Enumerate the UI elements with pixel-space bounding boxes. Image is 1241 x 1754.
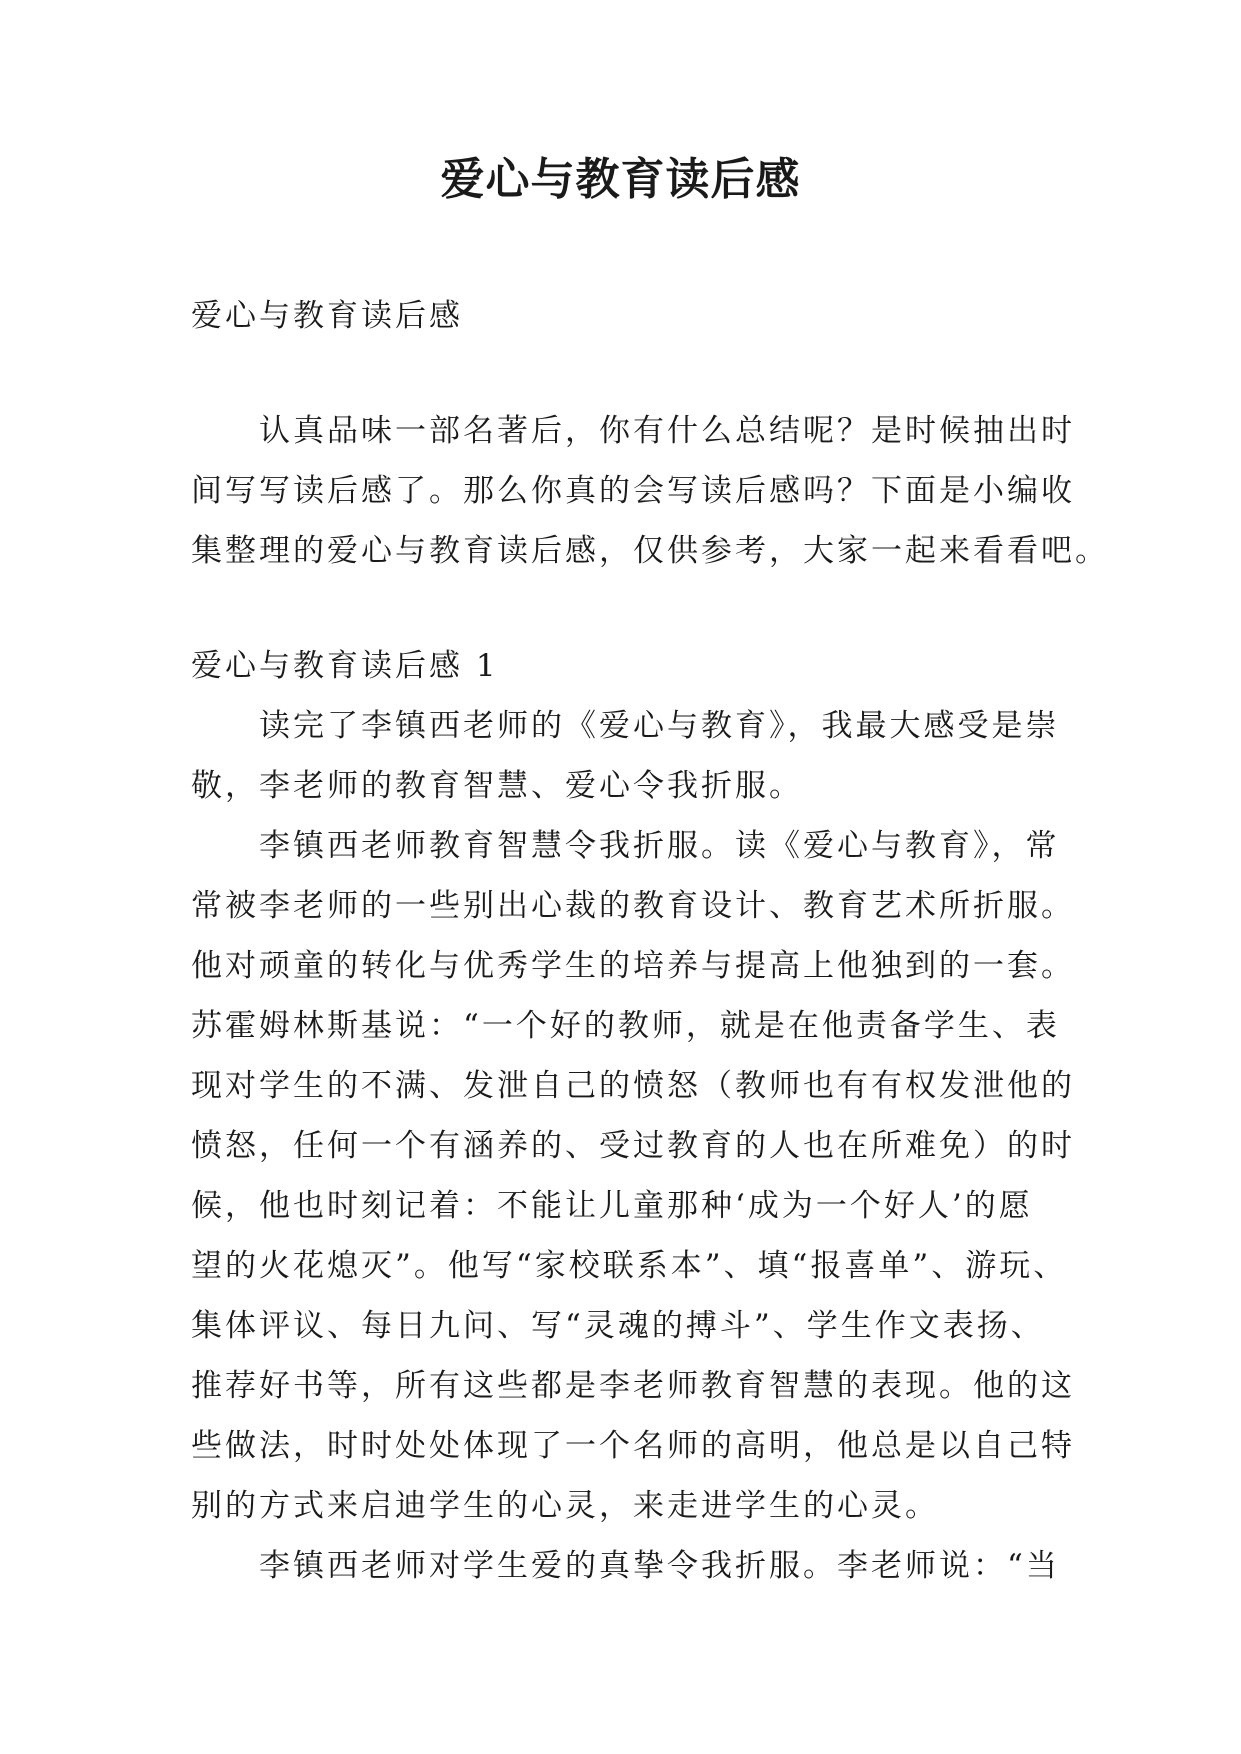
intro-paragraph	[191, 401, 1109, 581]
body-line: 候，他也时刻记着：不能让儿童那种‘成为一个好人’的愿	[191, 1188, 1033, 1224]
body-line: 些做法，时时处处体现了一个名师的高明，他总是以自己特	[191, 1428, 1075, 1464]
body-line: 读完了李镇西老师的《爱心与教育》，我最大感受是崇	[259, 708, 1060, 744]
section-heading: 爱心与教育读后感 1	[191, 648, 499, 684]
intro-line: 认真品味一部名著后，你有什么总结呢？是时候抽出时	[259, 413, 1075, 449]
body-line: 李镇西老师对学生爱的真挚令我折服。李老师说：“当	[259, 1548, 1060, 1584]
intro-line: 集整理的爱心与教育读后感，仅供参考，大家一起来看看吧。	[191, 533, 1109, 569]
body-line: 望的火花熄灭”。他写“家校联系本”、填“报喜单”、游玩、	[191, 1248, 1068, 1284]
body-line: 别的方式来启迪学生的心灵，来走进学生的心灵。	[191, 1488, 939, 1524]
body-line: 推荐好书等，所有这些都是李老师教育智慧的表现。他的这	[191, 1368, 1075, 1404]
body-line: 愤怒，任何一个有涵养的、受过教育的人也在所难免）的时	[191, 1128, 1075, 1164]
body-line: 常被李老师的一些别出心裁的教育设计、教育艺术所折服。	[191, 888, 1075, 924]
intro-line: 间写写读后感了。那么你真的会写读后感吗？下面是小编收	[191, 473, 1075, 509]
document-subtitle: 爱心与教育读后感	[191, 298, 463, 334]
body-text	[191, 696, 1075, 1596]
document-title: 爱心与教育读后感	[440, 154, 801, 205]
body-line: 敬，李老师的教育智慧、爱心令我折服。	[191, 768, 803, 804]
body-line: 李镇西老师教育智慧令我折服。读《爱心与教育》，常	[259, 828, 1060, 864]
body-line: 集体评议、每日九问、写“灵魂的搏斗”、学生作文表扬、	[191, 1308, 1045, 1344]
body-line: 苏霍姆林斯基说：“一个好的教师，就是在他责备学生、表	[191, 1008, 1060, 1044]
body-line: 现对学生的不满、发泄自己的愤怒（教师也有有权发泄他的	[191, 1068, 1075, 1104]
body-line: 他对顽童的转化与优秀学生的培养与提高上他独到的一套。	[191, 948, 1075, 984]
